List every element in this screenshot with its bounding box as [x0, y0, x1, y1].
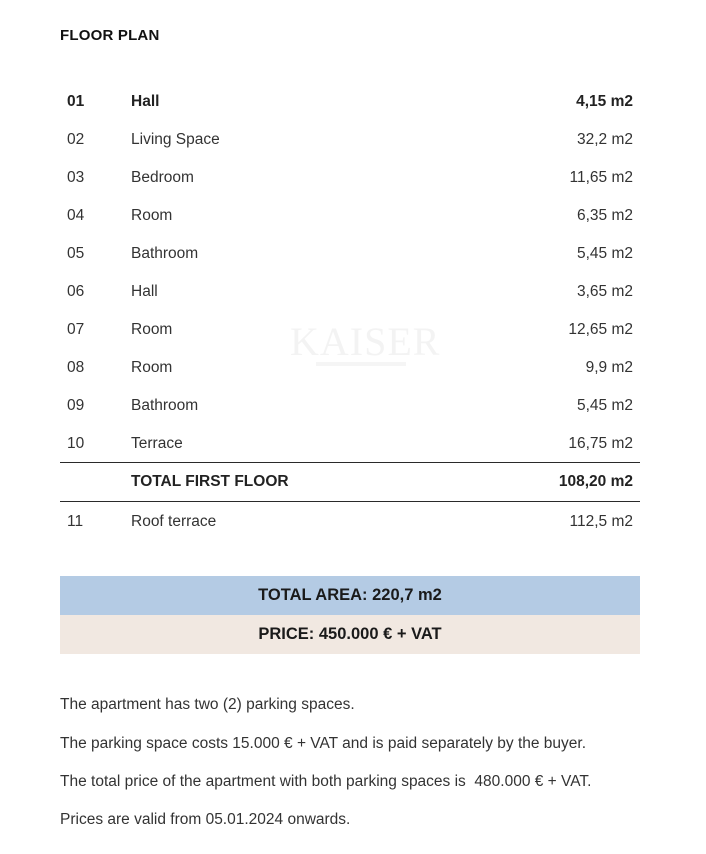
- room-area: 3,65 m2: [576, 283, 633, 300]
- room-number: 01: [67, 93, 85, 110]
- room-name: Living Space: [131, 131, 220, 148]
- table-row: [60, 196, 640, 234]
- room-area: 16,75 m2: [568, 435, 633, 452]
- table-row: [60, 386, 640, 424]
- room-number: 06: [67, 283, 85, 300]
- total-first-floor-row: [60, 462, 640, 502]
- room-number: 03: [67, 169, 85, 186]
- table-row: [60, 348, 640, 386]
- total-price-note: The total price of the apartment with both parking spaces is 480.000 € + VAT.: [60, 773, 592, 790]
- validity-note: Prices are valid from 05.01.2024 onwards.: [60, 811, 351, 828]
- table-row: [60, 502, 640, 540]
- room-name: Bathroom: [131, 245, 199, 262]
- parking-note: The apartment has two (2) parking spaces.: [60, 696, 355, 713]
- floor-plan-table: [60, 82, 640, 540]
- table-row: [60, 158, 640, 196]
- room-name: Bedroom: [131, 169, 194, 186]
- room-number: 10: [67, 435, 85, 452]
- room-name: Hall: [131, 283, 158, 300]
- table-row: [60, 272, 640, 310]
- room-area: 4,15 m2: [576, 93, 633, 110]
- table-row: [60, 424, 640, 462]
- room-name: Room: [131, 207, 173, 224]
- room-name: Terrace: [131, 435, 183, 452]
- room-area: 32,2 m2: [576, 131, 633, 148]
- room-name: Hall: [131, 93, 160, 110]
- room-number: 11: [67, 513, 84, 530]
- room-area: 112,5 m2: [569, 513, 633, 530]
- watermark-underline: [316, 362, 406, 366]
- room-number: 08: [67, 359, 85, 376]
- table-row: [60, 120, 640, 158]
- room-number: 05: [67, 245, 85, 262]
- room-area: 5,45 m2: [576, 397, 633, 414]
- total-first-floor-label: TOTAL FIRST FLOOR: [131, 473, 289, 490]
- table-row: [60, 82, 640, 120]
- table-row: [60, 310, 640, 348]
- price-band: PRICE: 450.000 € + VAT: [60, 615, 640, 654]
- room-number: 02: [67, 131, 85, 148]
- kaiser-watermark: KAISER: [290, 319, 441, 364]
- total-first-floor-area: 108,20 m2: [558, 473, 633, 490]
- room-area: 9,9 m2: [585, 359, 633, 376]
- table-row: [60, 234, 640, 272]
- total-area-band: TOTAL AREA: 220,7 m2: [60, 576, 640, 615]
- room-number: 04: [67, 207, 85, 224]
- parking-cost-note: The parking space costs 15.000 € + VAT and is paid separately by the buyer.: [60, 735, 587, 752]
- room-area: 11,65 m2: [569, 169, 633, 186]
- room-area: 5,45 m2: [576, 245, 633, 262]
- room-name: Room: [131, 359, 173, 376]
- room-name: Room: [131, 321, 173, 338]
- section-title: FLOOR PLAN: [60, 27, 160, 44]
- room-number: 09: [67, 397, 85, 414]
- room-name: Roof terrace: [131, 513, 217, 530]
- room-area: 6,35 m2: [576, 207, 633, 224]
- room-name: Bathroom: [131, 397, 199, 414]
- room-area: 12,65 m2: [568, 321, 633, 338]
- room-number: 07: [67, 321, 85, 338]
